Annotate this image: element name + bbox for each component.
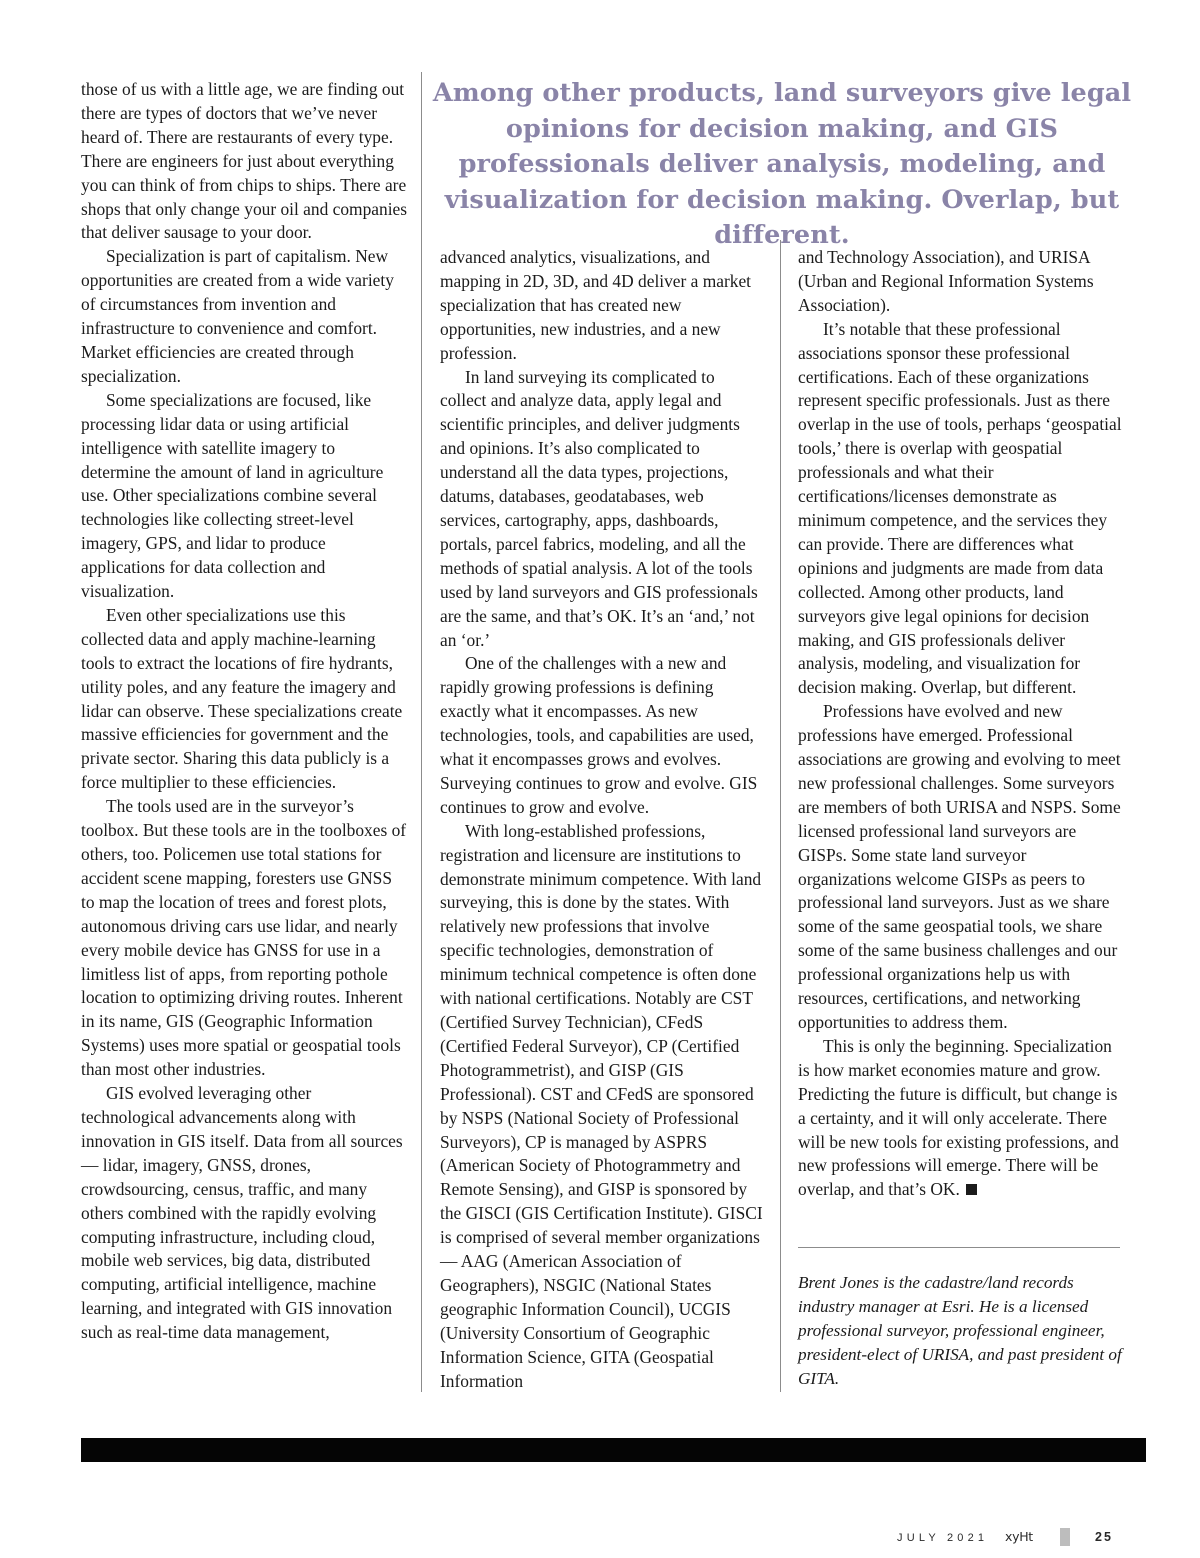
paragraph: Some specializations are focused, like processing lidar data or using artificial intelligence with satellite imagery to determine the amount of land in agriculture use. Other specializations combine several technologies like collecting street-level imagery, GPS, and lidar to produce applications for data collection and visualization.: [81, 389, 384, 602]
paragraph: In land surveying its complicated to collect and analyze data, apply legal and scientific principles, and deliver judgments and opinions. It’s also complicated to understand all the data types, projections, datums, databases, geodatabases, web services, cartography, apps, dashboards, portals, parcel fabrics, modeling, and all the methods of spatial analysis. A lot of the tools used by land surveyors and GIS professionals are the same, and that’s OK. It’s an ‘and,’ not an ‘or.’: [440, 366, 758, 650]
pull-quote: Among other products, land surveyors give legal opinions for decision making, and GIS professionals deliver analysis, modeling, and visualization for decision making. Overlap, but different.: [432, 78, 1132, 250]
article-column-2: [440, 246, 765, 1394]
page-footer: [897, 1528, 1157, 1550]
paragraph: advanced analytics, visualizations, and mapping in 2D, 3D, and 4D deliver a market specialization that has created new opportunities, new industries, and a new profession.: [440, 247, 752, 363]
magazine-name: xyHt: [1005, 1529, 1033, 1544]
article-column-1: [81, 78, 407, 1345]
page-number: 25: [1095, 1530, 1113, 1544]
footer-bar: [81, 1438, 1146, 1462]
issue-date: JULY 2021: [897, 1532, 989, 1544]
paragraph-final-text: This is only the beginning. Specialization is how market economies mature and grow. Predicting the future is difficult, but change is a certainty, and it will only accelerate. There will be new tools for existing professions, and new professions will emerge. There will be overlap, and that’s OK.: [798, 1035, 1119, 1200]
author-bio: Brent Jones is the cadastre/land records industry manager at Esri. He is a licensed professional surveyor, professional engineer, president-elect of URISA, and past president of GITA.: [798, 1273, 1122, 1388]
column-divider-2: [780, 240, 781, 1392]
paragraph: those of us with a little age, we are finding out there are types of doctors that we’ve never heard of. There are restaurants of every type. There are engineers for just about everything you can think of from chips to ships. There are shops that only change your oil and companies that deliver sausage to your door.: [81, 79, 408, 243]
bio-divider: [798, 1247, 1120, 1248]
paragraph: With long-established professions, registration and licensure are institutions to demonstrate minimum competence. With land surveying, this is done by the states. With relatively new professions that involve specific technologies, demonstration of minimum technical competence is often done with national certifications. Notably are CST (Certified Survey Technician), CFedS (Certified Federal Surveyor), CP (Certified Photogrammetrist), and GISP (GIS Professional). CST and CFedS are sponsored by NSPS (National Society of Professional Surveyors), CP is managed by ASPRS (American Society of Photogrammetry and Remote Sensing), and GISP is sponsored by the GISCI (GIS Certification Institute). GISCI is comprised of several member organizations — AAG (American Association of Geographers), NSGIC (National States geographic Information Council), UCGIS (University Consortium of Geographic Information Science, GITA (Geospatial Information: [440, 820, 763, 1391]
paragraph: GIS evolved leveraging other technological advancements along with innovation in GIS itself. Data from all sources — lidar, imagery, GNSS, drones, crowdsourcing, census, traffic, and many others combined with the rapidly evolving computing infrastructure, including cloud, mobile web services, big data, distributed computing, artificial intelligence, machine learning, and integrated with GIS innovation such as real-time data management,: [81, 1083, 403, 1343]
paragraph: It’s notable that these professional associations sponsor these professional certifications. Each of these organizations represent specific professionals. Just as there overlap in the use of tools, perhaps ‘geospatial tools,’ there is overlap with geospatial professionals and what their certifications/licenses demonstrate as minimum competence, and the services they can provide. There are differences what opinions and judgments are made from data collected. Among other products, land surveyors give legal opinions for decision making, and GIS professionals deliver analysis, modeling, and visualization for decision making. Overlap, but different.: [798, 318, 1122, 698]
end-mark-icon: [966, 1184, 977, 1195]
paragraph: Professions have evolved and new professions have emerged. Professional associations are growing and evolving to meet new professional challenges. Some surveyors are members of both URISA and NSPS. Some licensed professional land surveyors are GISPs. Some state land surveyor organizations welcome GISPs as peers to professional land surveyors. Just as we share some of the same geospatial tools, we share some of the same business challenges and our professional organizations help us with resources, certifications, and networking opportunities to address them.: [798, 701, 1121, 1032]
paragraph: One of the challenges with a new and rapidly growing professions is defining exactly what it encompasses. As new technologies, tools, and capabilities are used, what it encompasses grows and evolves. Surveying continues to grow and evolve. GIS continues to grow and evolve.: [440, 653, 758, 817]
paragraph: Even other specializations use this collected data and apply machine-learning tools to extract the locations of fire hydrants, utility poles, and any feature the imagery and lidar can observe. These specializations create massive efficiencies for government and the private sector. Sharing this data publicly is a force multiplier to these efficiencies.: [81, 604, 403, 793]
paragraph: The tools used are in the surveyor’s toolbox. But these tools are in the toolboxes of others, too. Policemen use total stations for accident scene mapping, foresters use GNSS to map the location of trees and forest plots, autonomous driving cars use lidar, and nearly every mobile device has GNSS for use in a limitless list of apps, from reporting pothole location to optimizing driving routes. Inherent in its name, GIS (Geographic Information Systems) uses more spatial or geospatial tools than most other industries.: [81, 796, 407, 1080]
article-column-3: [798, 246, 1123, 1202]
paragraph: and Technology Association), and URISA (Urban and Regional Information Systems Association).: [798, 247, 1094, 315]
footer-separator-block: [1060, 1528, 1070, 1546]
paragraph: Specialization is part of capitalism. New opportunities are created from a wide variety of circumstances from invention and infrastructure to convenience and comfort. Market efficiencies are created through specialization.: [81, 246, 394, 386]
column-divider-1: [421, 72, 422, 1392]
paragraph-final: [798, 1035, 1123, 1202]
